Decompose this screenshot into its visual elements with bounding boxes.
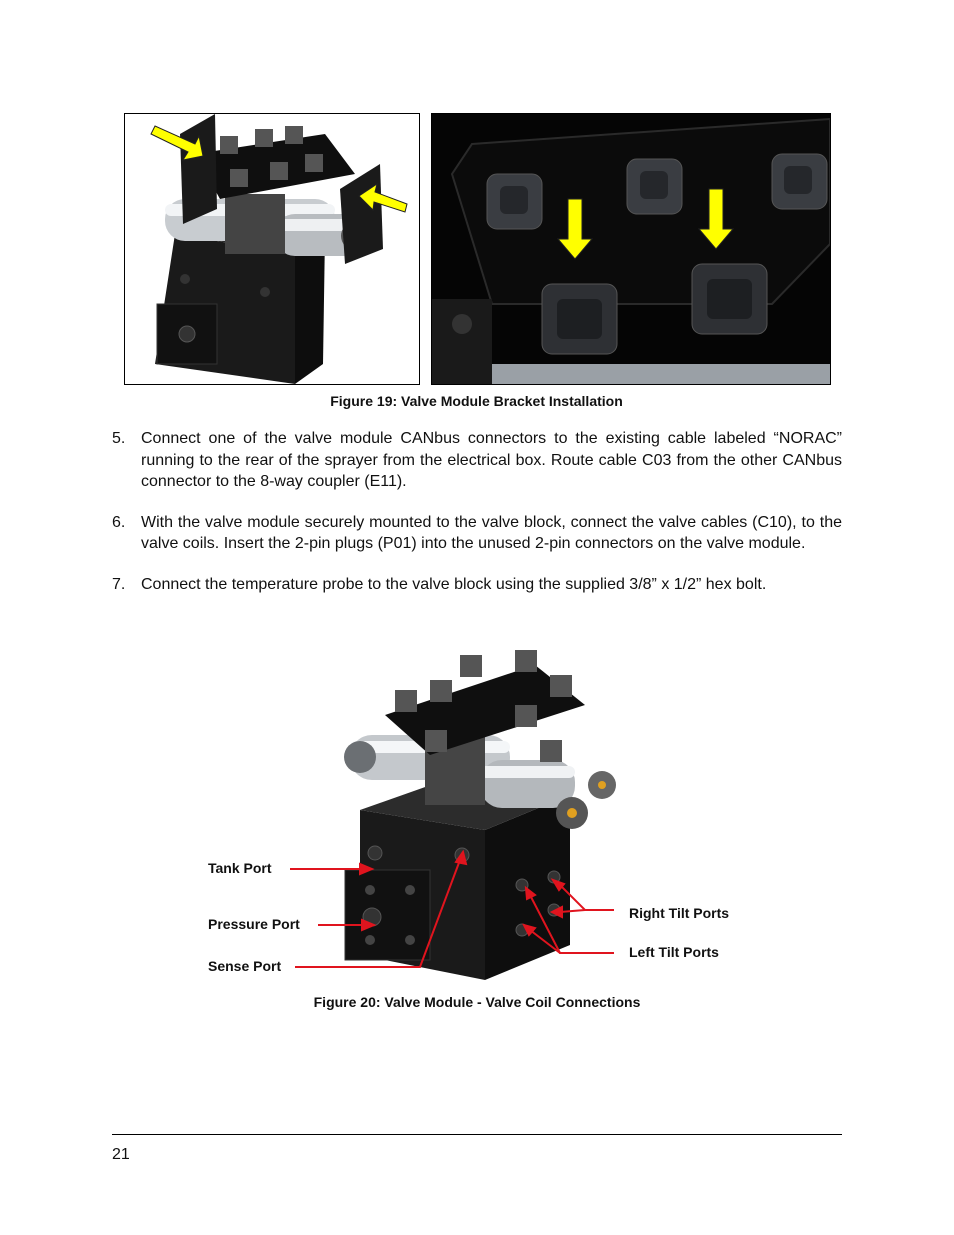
- step-number: 6.: [112, 513, 126, 531]
- figure19-caption: Figure 19: Valve Module Bracket Installation: [330, 393, 623, 409]
- step-text: Connect the temperature probe to the valve block using the supplied 3/8” x 1/2” hex bolt.: [141, 575, 767, 593]
- figure20-image: [340, 645, 620, 980]
- step-number: 7.: [112, 575, 126, 593]
- left-tilt-ports-label: Left Tilt Ports: [629, 944, 719, 960]
- step-text: With the valve module securely mounted to the valve block, connect the valve cables (C10), to the valve coils. Insert the 2-pin plugs (P01) into the unused 2-pin connectors on the valve module.: [141, 513, 842, 552]
- valve-module-bracket-illustration: [125, 114, 419, 384]
- right-tilt-ports-label: Right Tilt Ports: [629, 905, 730, 921]
- valve-module-coil-illustration: [340, 645, 620, 980]
- step-item: [112, 512, 842, 555]
- tank-port-label: Tank Port: [208, 860, 272, 876]
- bracket-closeup-illustration: [432, 114, 830, 384]
- step-item: [112, 574, 842, 596]
- figure20-caption: Figure 20: Valve Module - Valve Coil Connections: [313, 994, 641, 1010]
- pressure-port-label: Pressure Port: [208, 916, 300, 932]
- step-item: [112, 428, 842, 493]
- figure19-right-image: [431, 113, 831, 385]
- figure19-left-image: [124, 113, 420, 385]
- instruction-steps: [112, 428, 842, 614]
- sense-port-label: Sense Port: [208, 958, 282, 974]
- page-number: 21: [112, 1146, 130, 1163]
- step-number: 5.: [112, 430, 126, 447]
- step-text: Connect one of the valve module CANbus connectors to the existing cable labeled “NORAC” running to the rear of the sprayer from the electrical box. Route cable C03 from the other CANbus connector to the 8-way coupler (E11).: [141, 430, 842, 490]
- footer-divider: [112, 1134, 842, 1135]
